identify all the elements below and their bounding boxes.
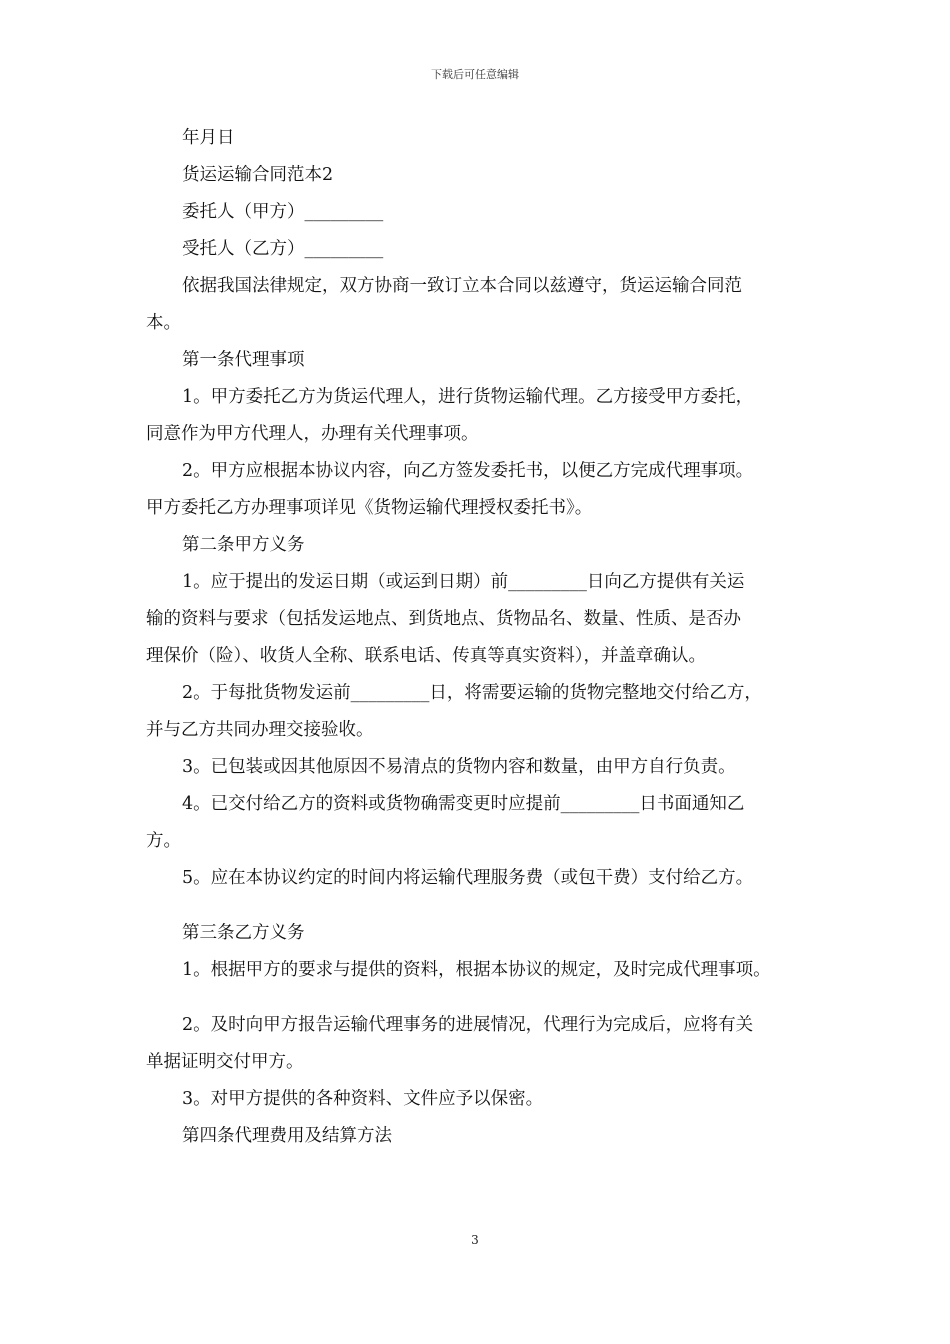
preamble-line-2: 本。: [146, 313, 181, 333]
article-3-item-1: 1。根据甲方的要求与提供的资料，根据本协议的规定，及时完成代理事项。: [182, 960, 771, 980]
article-1-item-2-line-1: 2。甲方应根据本协议内容，向乙方签发委托书，以便乙方完成代理事项。: [182, 461, 754, 481]
article-1-item-1-line-2: 同意作为甲方代理人，办理有关代理事项。: [146, 424, 479, 444]
agent-party-b: 受托人（乙方）_________: [182, 239, 384, 259]
preamble-line-1: 依据我国法律规定，双方协商一致订立本合同以兹遵守，货运运输合同范: [182, 276, 742, 296]
contract-title: 货运运输合同范本2: [182, 165, 334, 185]
article-2-heading: 第二条甲方义务: [182, 535, 305, 555]
article-4-heading: 第四条代理费用及结算方法: [182, 1126, 392, 1146]
article-3-item-3: 3。对甲方提供的各种资料、文件应予以保密。: [182, 1089, 544, 1109]
article-2-item-4-line-2: 方。: [146, 831, 181, 851]
page-header-note: 下载后可任意编辑: [431, 68, 519, 81]
article-2-item-4-line-1: 4。已交付给乙方的资料或货物确需变更时应提前_________日书面通知乙: [182, 794, 745, 814]
article-2-item-2-line-1: 2。于每批货物发运前_________日，将需要运输的货物完整地交付给乙方，: [182, 683, 762, 703]
article-1-heading: 第一条代理事项: [182, 350, 305, 370]
article-2-item-2-line-2: 并与乙方共同办理交接验收。: [146, 720, 374, 740]
article-1-item-1-line-1: 1。甲方委托乙方为货运代理人，进行货物运输代理。乙方接受甲方委托，: [182, 387, 754, 407]
article-2-item-1-line-1: 1。应于提出的发运日期（或运到日期）前_________日向乙方提供有关运: [182, 572, 745, 592]
article-3-item-2-line-1: 2。及时向甲方报告运输代理事务的进展情况，代理行为完成后，应将有关: [182, 1015, 754, 1035]
article-3-item-2-line-2: 单据证明交付甲方。: [146, 1052, 304, 1072]
paragraph-gap: [146, 897, 826, 915]
article-2-item-1-line-2: 输的资料与要求（包括发运地点、到货地点、货物品名、数量、性质、是否办: [146, 609, 741, 629]
date-line: 年月日: [182, 128, 235, 148]
paragraph-gap: [146, 989, 826, 1007]
page-number: 3: [471, 1233, 479, 1247]
article-1-item-2-line-2: 甲方委托乙方办理事项详见《货物运输代理授权委托书》。: [146, 498, 593, 518]
article-3-heading: 第三条乙方义务: [182, 923, 305, 943]
document-body: [146, 120, 826, 1155]
article-2-item-1-line-3: 理保价（险）、收货人全称、联系电话、传真等真实资料），并盖章确认。: [146, 646, 706, 666]
article-2-item-5: 5。应在本协议约定的时间内将运输代理服务费（或包干费）支付给乙方。: [182, 868, 754, 888]
principal-party-a: 委托人（甲方）_________: [182, 202, 384, 222]
article-2-item-3: 3。已包装或因其他原因不易清点的货物内容和数量，由甲方自行负责。: [182, 757, 736, 777]
